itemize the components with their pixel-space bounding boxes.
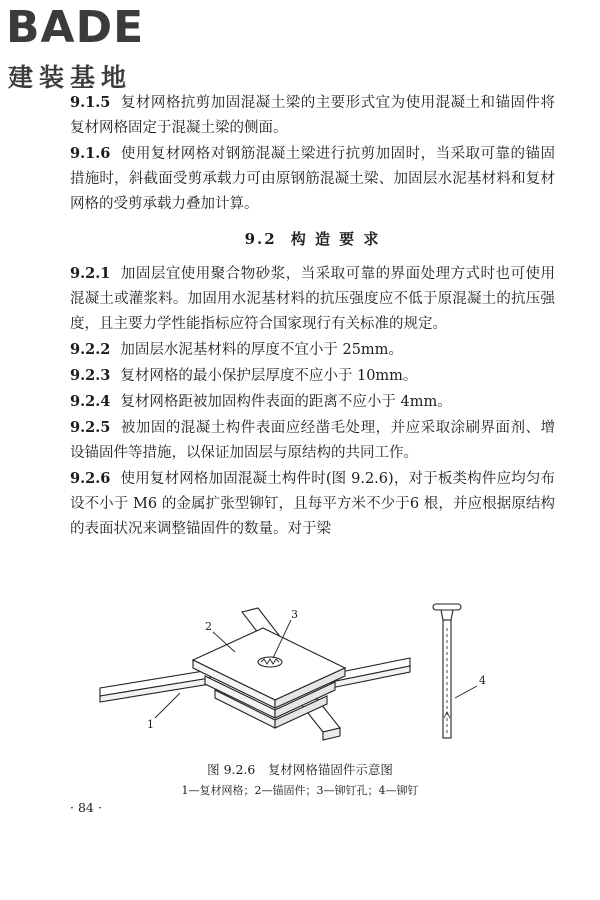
rivet-head bbox=[433, 604, 461, 610]
label-3: 3 bbox=[291, 608, 298, 621]
label-4: 4 bbox=[479, 674, 486, 687]
clause-number: 9.2.3 bbox=[70, 367, 111, 384]
clause-text: 复材网格抗剪加固混凝土梁的主要形式宜为使用混凝土和锚固件将复材网格固定于混凝土梁的侧面。 bbox=[70, 95, 555, 136]
clause-9-1-5 bbox=[70, 90, 555, 141]
leader-line-4 bbox=[455, 686, 477, 698]
label-1: 1 bbox=[147, 718, 154, 731]
leader-line-1 bbox=[155, 693, 180, 718]
rivet-neck bbox=[441, 610, 453, 620]
clause-text: 加固层宜使用聚合物砂浆，当采取可靠的界面处理方式时也可使用混凝土或灌浆料。加固用水泥基材料的抗压强度应不低于原混凝土的抗压强度，且主要力学性能指标应符合国家现行有关标准的规定。 bbox=[70, 266, 555, 332]
section-heading-number: 9.2 bbox=[244, 230, 277, 248]
clause-9-2-5 bbox=[70, 415, 555, 466]
clause-number: 9.2.1 bbox=[70, 265, 111, 282]
clause-number: 9.2.2 bbox=[70, 341, 111, 358]
clause-9-2-1 bbox=[70, 261, 555, 337]
clause-9-2-2 bbox=[70, 337, 555, 363]
clause-number: 9.1.5 bbox=[70, 94, 111, 111]
label-2: 2 bbox=[205, 620, 212, 633]
clause-number: 9.2.6 bbox=[70, 470, 111, 487]
figure-anchor-diagram bbox=[95, 598, 525, 758]
clause-9-1-6 bbox=[70, 141, 555, 217]
section-heading-title: 构 造 要 求 bbox=[290, 230, 381, 248]
page-number: · 84 · bbox=[70, 800, 102, 815]
clause-9-2-4 bbox=[70, 389, 555, 415]
clause-text: 复材网格的最小保护层厚度不应小于 10mm。 bbox=[120, 368, 418, 384]
clause-number: 9.2.4 bbox=[70, 393, 111, 410]
clause-text: 使用复材网格加固混凝土构件时(图 9.2.6)，对于板类构件应均匀布设不小于 M6 的金属扩张型铆钉，且每平方米不少于6 根，并应根据原结构的表面状况来调整锚固件的数量。对于梁 bbox=[70, 471, 555, 537]
clause-text: 使用复材网格对钢筋混凝土梁进行抗剪加固时，当采取可靠的锚固措施时，斜截面受剪承载力可由原钢筋混凝土梁、加固层水泥基材料和复材网格的受剪承载力叠加计算。 bbox=[70, 146, 555, 212]
clause-text: 复材网格距被加固构件表面的距离不应小于 4mm。 bbox=[120, 394, 452, 410]
logo bbox=[6, 2, 176, 92]
anchor-diagram-svg bbox=[95, 598, 525, 758]
figure-caption: 图 9.2.6 复材网格锚固件示意图 bbox=[207, 762, 393, 777]
figure-legend: 1—复材网格；2—锚固件；3—铆钉孔；4—铆钉 bbox=[181, 784, 419, 797]
clause-text: 加固层水泥基材料的厚度不宜小于 25mm。 bbox=[120, 342, 403, 358]
clause-number: 9.1.6 bbox=[70, 145, 111, 162]
clause-number: 9.2.5 bbox=[70, 419, 111, 436]
clause-9-2-3 bbox=[70, 363, 555, 389]
document-body bbox=[70, 90, 555, 542]
clause-9-2-6 bbox=[70, 466, 555, 542]
logo-subtitle: 建装基地 bbox=[8, 63, 133, 92]
logo-brand: BADE bbox=[6, 2, 145, 53]
section-heading bbox=[70, 227, 555, 252]
clause-text: 被加固的混凝土构件表面应经凿毛处理，并应采取涂刷界面剂、增设锚固件等措施，以保证加固层与原结构的共同工作。 bbox=[70, 420, 555, 461]
